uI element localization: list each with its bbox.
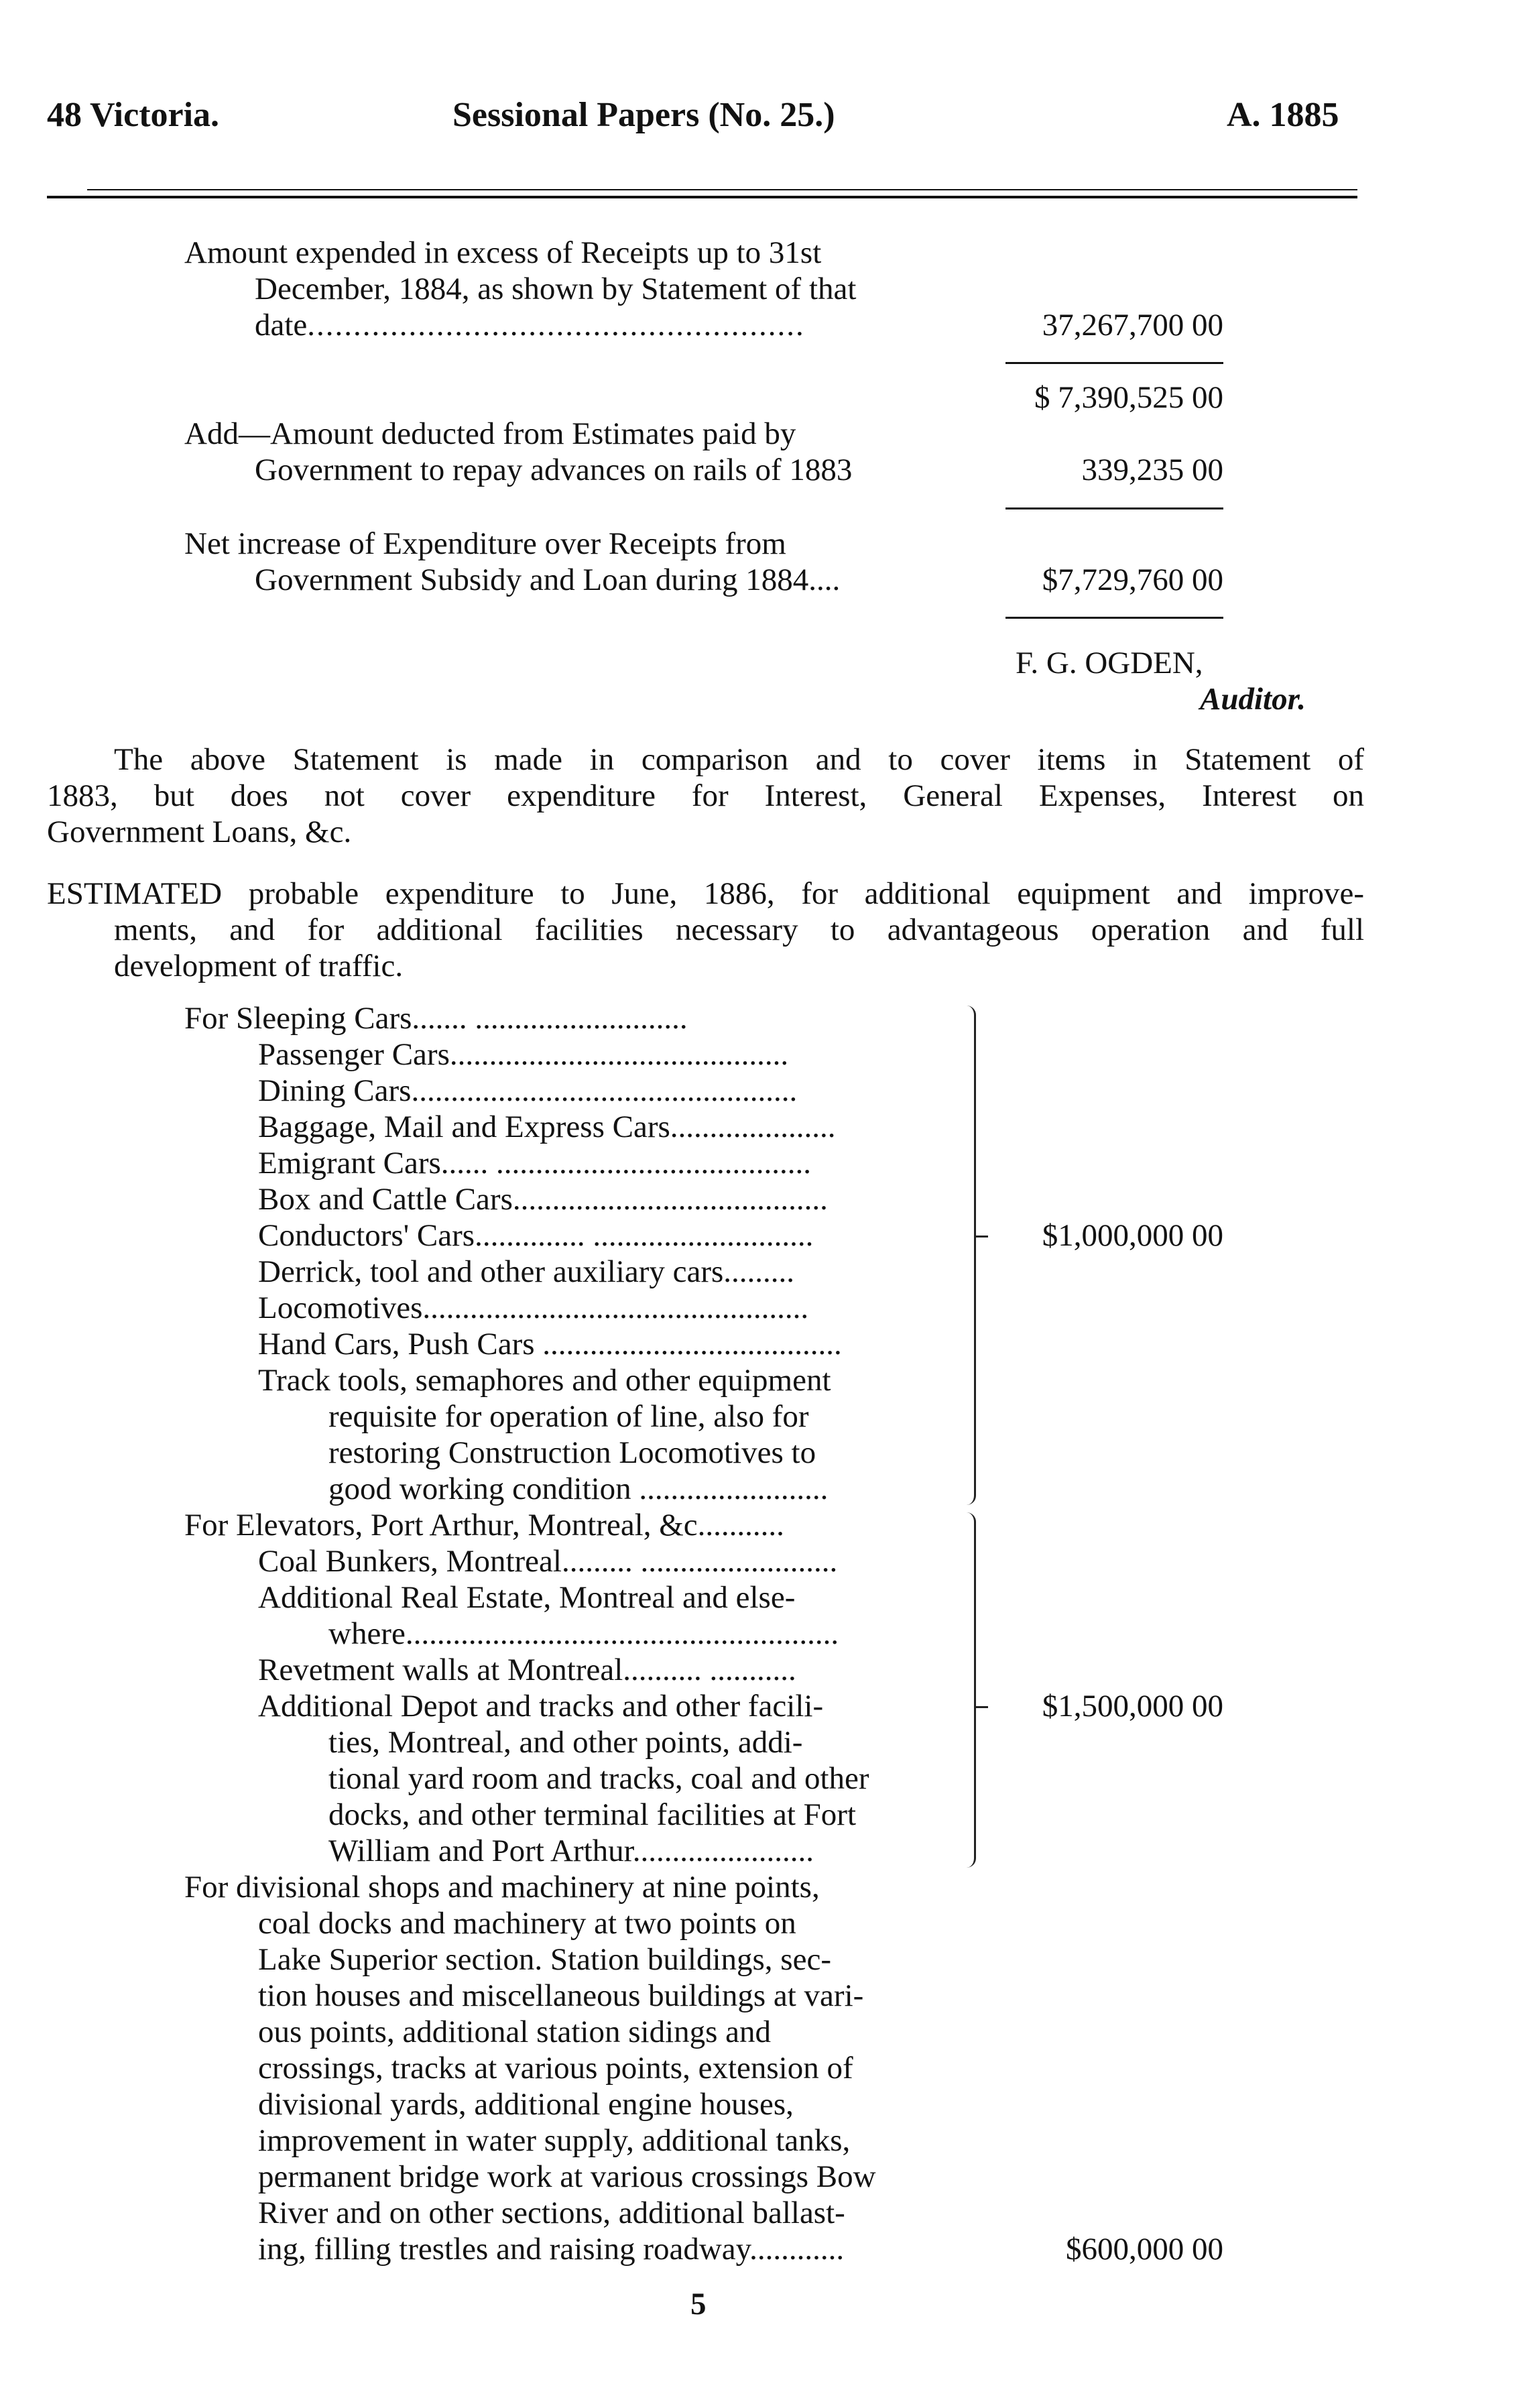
- group-2-item: ties, Montreal, and other points, addi-: [328, 1725, 803, 1760]
- group-1-item: Baggage, Mail and Express Cars.....................: [258, 1109, 836, 1144]
- group-3-item: River and on other sections, additional ballast-: [258, 2195, 845, 2230]
- group-3-item: crossings, tracks at various points, extension of: [258, 2051, 853, 2086]
- group-3-item: improvement in water supply, additional tanks,: [258, 2123, 851, 2158]
- group-1-item: Box and Cattle Cars........................................: [258, 1182, 828, 1217]
- group-3-item: Lake Superior section. Station buildings, sec-: [258, 1942, 831, 1977]
- excess-line-1: Amount expended in excess of Receipts up to 31st: [184, 235, 822, 270]
- group-2-item: Additional Real Estate, Montreal and else-: [258, 1580, 796, 1615]
- group-3-item: tion houses and miscellaneous buildings at vari-: [258, 1978, 864, 2013]
- group-2-item: Revetment walls at Montreal.......... ...........: [258, 1652, 796, 1687]
- group-1-item: Passenger Cars...........................................: [258, 1037, 789, 1072]
- header-right: A. 1885: [1227, 96, 1339, 134]
- group-2-item: docks, and other terminal facilities at Fort: [328, 1797, 857, 1832]
- group-3-item: For divisional shops and machinery at nine points,: [184, 1870, 820, 1905]
- group-2-item: For Elevators, Port Arthur, Montreal, &c...........: [184, 1508, 784, 1543]
- net-double-rule: [1005, 617, 1223, 619]
- group-1-item: Emigrant Cars...... ........................................: [258, 1146, 812, 1181]
- group-3-item: ing, filling trestles and raising roadway............: [258, 2232, 845, 2267]
- page-number: 5: [690, 2287, 707, 2322]
- group-1-item: Conductors' Cars.............. ............................: [258, 1218, 814, 1253]
- group-3-item: coal docks and machinery at two points on: [258, 1906, 796, 1941]
- group-1-item: For Sleeping Cars....... ...........................: [184, 1001, 688, 1036]
- header-title: Sessional Papers (No. 25.): [452, 96, 835, 134]
- excess-amount: 37,267,700 00: [1042, 308, 1223, 343]
- group-2-item: William and Port Arthur.......................: [328, 1833, 814, 1868]
- group-1-brace: [965, 1006, 976, 1505]
- group-3-item: permanent bridge work at various crossings Bow: [258, 2159, 876, 2194]
- group-1-item: Track tools, semaphores and other equipment: [258, 1363, 831, 1398]
- estimate-line-2: ments, and for additional facilities necessary to advantageous operation and full: [114, 912, 1364, 947]
- group-2-amount: $1,500,000 00: [1042, 1689, 1223, 1724]
- excess-line-2: December, 1884, as shown by Statement of that: [255, 272, 857, 306]
- group-2-brace: [965, 1512, 976, 1868]
- excess-line-3: date......................................................: [255, 308, 805, 343]
- group-2-item: where.......................................................: [328, 1616, 839, 1651]
- header-rule-top: [87, 189, 1357, 190]
- estimate-line-3: development of traffic.: [114, 949, 404, 983]
- group-1-item: Locomotives.................................................: [258, 1290, 809, 1325]
- group-3-item: divisional yards, additional engine houses,: [258, 2087, 794, 2122]
- add-line-1: Add—Amount deducted from Estimates paid by: [184, 416, 796, 451]
- group-1-item: Dining Cars.................................................: [258, 1073, 798, 1108]
- add-line-2: Government to repay advances on rails of 1883: [255, 453, 853, 487]
- add-amount: 339,235 00: [1081, 453, 1223, 487]
- group-2-item: Coal Bunkers, Montreal......... .........................: [258, 1544, 838, 1579]
- header-left: 48 Victoria.: [47, 96, 220, 134]
- group-3-amount: $600,000 00: [1066, 2232, 1223, 2267]
- subtotal-rule: [1005, 362, 1223, 364]
- net-rule: [1005, 507, 1223, 509]
- note-line-3: Government Loans, &c.: [47, 815, 352, 849]
- group-1-amount: $1,000,000 00: [1042, 1218, 1223, 1253]
- signature-name: F. G. OGDEN,: [1016, 646, 1203, 680]
- group-1-item: restoring Construction Locomotives to: [328, 1435, 816, 1470]
- estimate-line-1: ESTIMATED probable expenditure to June, 1886, for additional equipment and improve-: [47, 876, 1364, 911]
- header-rule-bottom: [47, 196, 1357, 198]
- group-3-item: ous points, additional station sidings and: [258, 2014, 772, 2049]
- net-line-1: Net increase of Expenditure over Receipts from: [184, 526, 786, 561]
- group-1-item: requisite for operation of line, also for: [328, 1399, 809, 1434]
- group-1-item: good working condition ........................: [328, 1471, 829, 1506]
- note-line-1: The above Statement is made in comparison and to cover items in Statement of: [114, 742, 1364, 777]
- group-1-item: Derrick, tool and other auxiliary cars.........: [258, 1254, 795, 1289]
- signature-title: Auditor.: [1200, 682, 1306, 717]
- group-2-item: Additional Depot and tracks and other facili-: [258, 1689, 824, 1724]
- net-line-2: Government Subsidy and Loan during 1884....: [255, 562, 841, 597]
- note-line-2: 1883, but does not cover expenditure for Interest, General Expenses, Interest on: [47, 778, 1364, 813]
- net-amount: $7,729,760 00: [1042, 562, 1223, 597]
- subtotal-amount: $ 7,390,525 00: [1034, 380, 1223, 415]
- group-1-item: Hand Cars, Push Cars ......................................: [258, 1327, 842, 1362]
- group-2-item: tional yard room and tracks, coal and other: [328, 1761, 869, 1796]
